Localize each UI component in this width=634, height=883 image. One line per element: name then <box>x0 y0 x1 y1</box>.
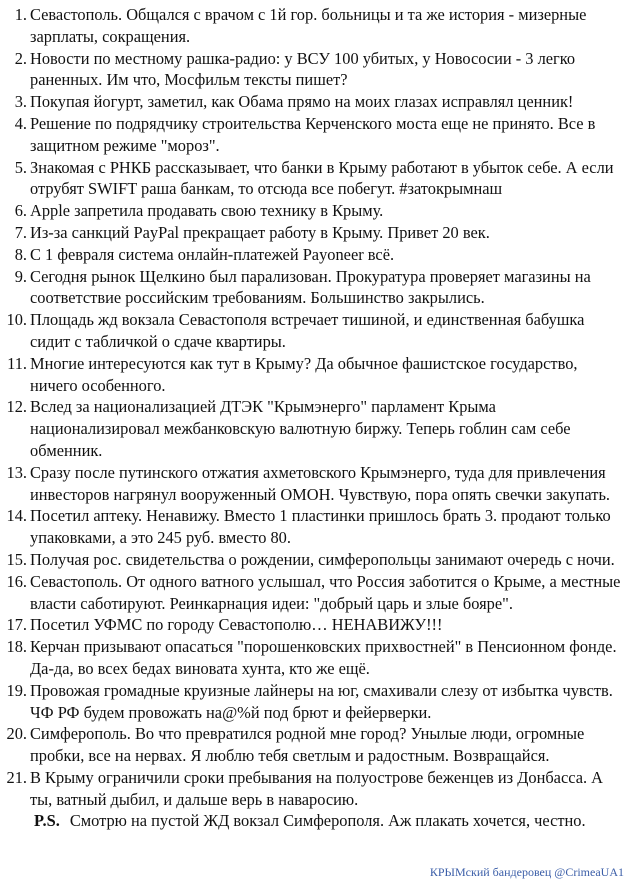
list-item <box>0 723 634 767</box>
list-item <box>0 113 634 157</box>
list-item-text: Посетил аптеку. Ненавижу. Вместо 1 пластинки пришлось брать 3. продают только упаковками, а это 245 руб. вместо 80. <box>30 506 611 548</box>
list-item-text: Симферополь. Во что превратился родной мне город? Унылые люди, огромные пробки, все на нервах. Я люблю тебя светлым и радостным. Возвращайся. <box>30 724 585 766</box>
list-item <box>0 200 634 222</box>
list-item <box>0 767 634 811</box>
list-item <box>0 244 634 266</box>
list-item-text: Решение по подрядчику строительства Керченского моста еще не принято. Все в защитном режиме "мороз". <box>30 113 596 155</box>
ps-label: P.S. <box>34 811 60 831</box>
list-item <box>0 4 634 48</box>
list-item-number: 9. <box>14 266 27 286</box>
list-item-number: 14. <box>6 506 27 526</box>
list-item-number: 18. <box>6 637 27 657</box>
list-item-text: Площадь жд вокзала Севастополя встречает тишиной, и единственная бабушка сидит с табличкой о сдаче квартиры. <box>30 310 585 351</box>
list-item-number: 15. <box>6 549 27 569</box>
list-item <box>0 396 634 461</box>
list-item-number: 17. <box>6 615 27 635</box>
list-item <box>0 636 634 680</box>
list-item-text: Знакомая с РНКБ рассказывает, что банки в Крыму работают в убыток себе. А если отрубят SWIFT раша банкам, то отсюда все побегут. #затокрымнаш <box>30 157 614 199</box>
list-item-number: 8. <box>14 244 27 264</box>
list-item-text: Получая рос. свидетельства о рождении, симферопольцы занимают очередь с ночи. <box>30 549 615 569</box>
list-item-number: 13. <box>6 462 27 482</box>
list-item-number: 12. <box>6 397 27 417</box>
list-item-text: Вслед за национализацией ДТЭК "Крымэнерго" парламент Крыма национализировал межбанковскую валютную биржу. Теперь гоблин сам себе обменник. <box>30 397 571 460</box>
list-item-text: Керчан призывают опасаться "порошенковских прихвостней" в Пенсионном фонде. Да-да, во всех бедах виновата хунта, кто же ещё. <box>30 637 617 678</box>
list-item-number: 4. <box>14 113 27 133</box>
list-item <box>0 353 634 397</box>
list-item <box>0 680 634 724</box>
list-item-text: Новости по местному рашка-радио: у ВСУ 100 убитых, у Новососии - 3 легко раненных. Им что, Мосфильм тексты пишет? <box>30 48 576 90</box>
list-item-text: Севастополь. От одного ватного услышал, что Россия заботится о Крыме, а местные власти саботируют. Реинкарнация идеи: "добрый царь и злые бояре". <box>30 571 621 613</box>
list-item-text: Провожая громадные круизные лайнеры на юг, смахивали слезу от избытка чувств. ЧФ РФ будем провожать на@%й под брют и фейерверки. <box>30 680 613 722</box>
list-item <box>0 614 634 636</box>
list-item-text: В Крыму ограничили сроки пребывания на полуострове беженцев из Донбасса. А ты, ватный дыбил, и дальше верь в наваросию. <box>30 767 604 809</box>
list-item-number: 6. <box>14 201 27 221</box>
list-item <box>0 549 634 571</box>
list-item-number: 3. <box>14 92 27 112</box>
list-item-text: Из-за санкций PayPal прекращает работу в Крыму. Привет 20 век. <box>30 222 490 242</box>
list-item <box>0 157 634 201</box>
list-item-text: Посетил УФМС по городу Севастополю… НЕНАВИЖУ!!! <box>30 615 443 635</box>
list-item <box>0 505 634 549</box>
list-item-number: 16. <box>6 571 27 591</box>
list-item-text: Apple запретила продавать свою технику в Крыму. <box>30 201 384 221</box>
list-item <box>0 571 634 615</box>
ps-text: Смотрю на пустой ЖД вокзал Симферополя. Аж плакать хочется, честно. <box>69 811 586 831</box>
list-item-number: 1. <box>14 5 27 24</box>
list-item-text: Многие интересуются как тут в Крыму? Да обычное фашистское государство, ничего особенного. <box>30 353 578 395</box>
list-item <box>0 91 634 113</box>
list-item-number: 7. <box>14 222 27 242</box>
list-item-number: 19. <box>6 680 27 700</box>
list-item-number: 10. <box>6 310 27 330</box>
list-item-text: С 1 февраля система онлайн-платежей Payoneer всё. <box>30 244 395 264</box>
numbered-list <box>0 4 634 832</box>
ps-note <box>0 810 634 832</box>
list-item <box>0 222 634 244</box>
list-item <box>0 48 634 92</box>
list-item-number: 11. <box>7 353 27 373</box>
list-item-text: Сегодня рынок Щелкино был парализован. Прокуратура проверяет магазины на соответствие российским требованиям. Большинство закрылись. <box>30 266 591 308</box>
list-item-number: 2. <box>14 48 27 68</box>
list-item-text: Покупая йогурт, заметил, как Обама прямо на моих глазах исправлял ценник! <box>30 92 574 112</box>
list-item-number: 20. <box>6 724 27 744</box>
author-credit: КРЫМский бандеровец @CrimeaUA1 <box>429 865 624 879</box>
list-item-text: Севастополь. Общался с врачом с 1й гор. больницы и та же история - мизерные зарплаты, сокращения. <box>30 5 587 46</box>
list-item-number: 21. <box>6 767 27 787</box>
list-item <box>0 462 634 506</box>
list-item <box>0 309 634 353</box>
list-item-text: Сразу после путинского отжатия ахметовского Крымэнерго, туда для привлечения инвесторов нагрянул вооруженный ОМОН. Чувствую, пора опять свечки закупать. <box>30 462 611 504</box>
list-item-number: 5. <box>14 157 27 177</box>
list-item <box>0 266 634 310</box>
